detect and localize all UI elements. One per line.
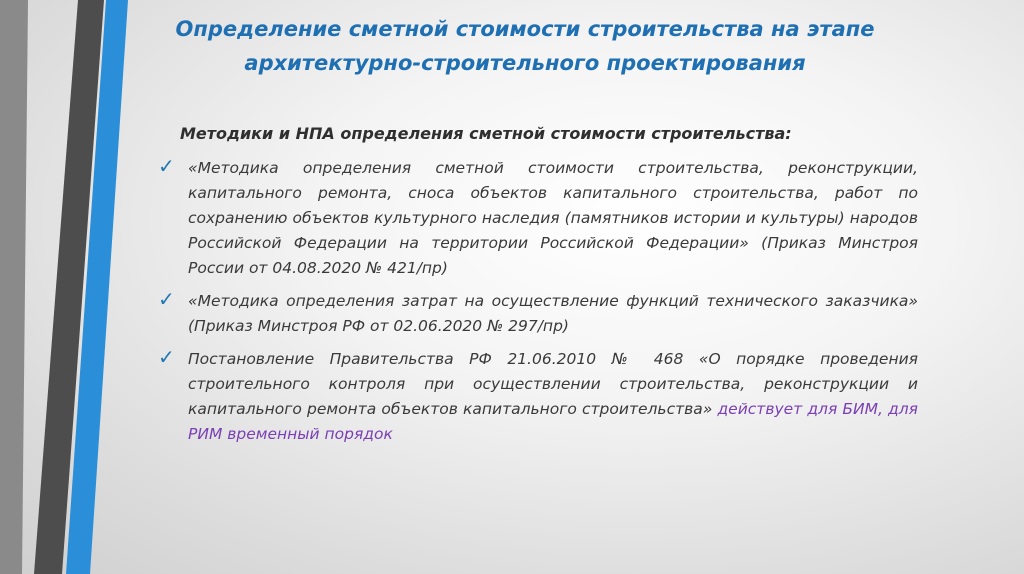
slide-title	[160, 12, 890, 80]
decorative-stripes	[0, 0, 180, 574]
title-line-2: архитектурно-строительного проектирования	[244, 51, 806, 75]
gray-stripe	[0, 0, 28, 574]
list-item-text: «Методика определения сметной стоимости строительства, реконструкции, капитального ремонта, сноса объектов капитального строительства, работ по сохранению объектов культурного наследия (памятников истории и культуры) народов Российской Федерации на территории Российской Федерации» (Приказ Минстроя России от 04.08.2020 № 421/пр)	[188, 159, 918, 277]
list-item	[158, 156, 918, 281]
list-item-main-text: Постановление Правительства РФ 21.06.2010 № 468 «О порядке проведения строительного контроля при осуществлении строительства, реконструкции и капитального ремонта объектов капитального строительства»	[188, 350, 918, 418]
list-item	[158, 289, 918, 339]
list-item-text	[188, 347, 918, 447]
list-item-text: «Методика определения затрат на осуществление функций технического заказчика» (Приказ Минстроя РФ от 02.06.2020 № 297/пр)	[188, 292, 918, 335]
check-icon: ✓	[158, 345, 175, 369]
bim-note: действует для БИМ, для РИМ временный порядок	[188, 400, 919, 443]
bullet-list	[158, 156, 918, 455]
check-icon: ✓	[158, 154, 175, 178]
section-subheading: Методики и НПА определения сметной стоимости строительства:	[180, 124, 792, 143]
list-item	[158, 347, 918, 447]
title-line-1: Определение сметной стоимости строительства на этапе	[175, 17, 875, 41]
check-icon: ✓	[158, 287, 175, 311]
